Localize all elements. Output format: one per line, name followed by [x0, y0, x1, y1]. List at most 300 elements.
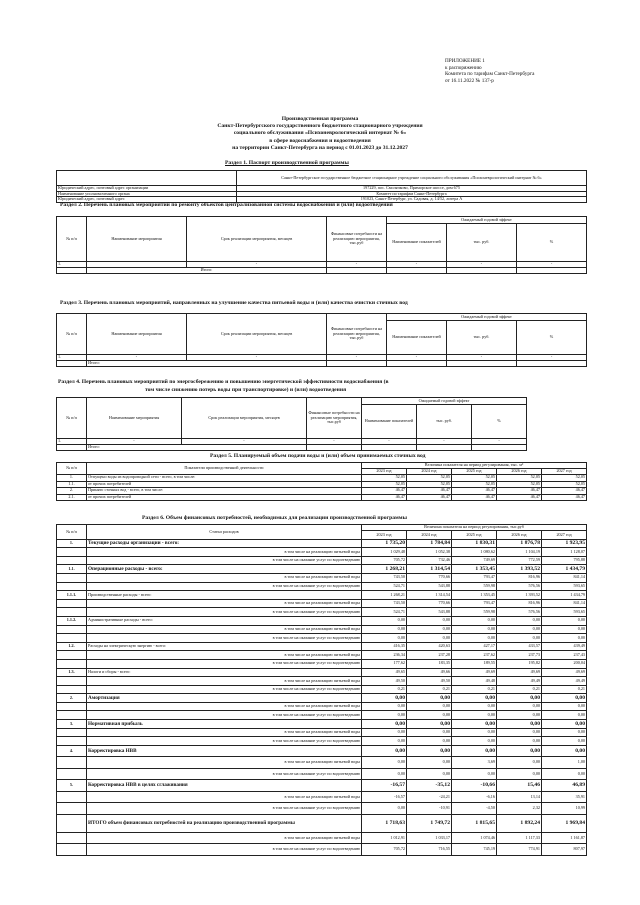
s6-row-value: 749,69 [452, 556, 497, 565]
s5-row-value: 52,05 [497, 481, 542, 488]
s6-h-group: Величина показателя на период регулирования, тыс.руб [362, 525, 587, 531]
s6-row-name: в том числе на оказание услуг по водоотведению [87, 582, 362, 591]
s6-row-value: 770,66 [407, 573, 452, 582]
s5-row-value: 52,05 [542, 475, 587, 482]
table-row [57, 651, 587, 660]
s3-r-rub: - [447, 355, 517, 361]
s6-row-value: 10,99 [542, 803, 587, 815]
s6-row-value: 1 815,65 [452, 814, 497, 832]
s6-row-value: 793,47 [452, 599, 497, 608]
s5-year: 2024 год [407, 469, 452, 475]
s4-r-name: - [87, 439, 182, 445]
s3-r-indicator: - [387, 355, 447, 361]
s6-row-value: 183,35 [407, 659, 452, 668]
s6-row-value: 0,00 [497, 616, 542, 625]
title-line-1: Производственная программа [281, 116, 359, 122]
s6-row-value: 0,00 [452, 702, 497, 711]
s6-year: 2026 год [497, 531, 542, 540]
s6-row-value: 1 434,79 [542, 591, 587, 600]
s5-row-value: 52,05 [452, 481, 497, 488]
s6-row-value: 420,63 [407, 642, 452, 651]
s3-r-finance: - [327, 355, 387, 361]
s6-row-name: в том числе на реализацию питьевой воды [87, 757, 362, 769]
s6-row-value: 237,28 [407, 651, 452, 660]
s6-row-value: 524,71 [362, 608, 407, 617]
s2-r-period: - [187, 262, 327, 268]
total-row [57, 814, 587, 832]
s2-h-period: Срок реализации мероприятия, месяцев [187, 217, 327, 262]
s6-row-value: 49,69 [497, 668, 542, 677]
s6-row-value: 0,00 [407, 720, 452, 729]
s6-row-value: 1 080,62 [452, 548, 497, 557]
s6-row-value: 189,55 [452, 659, 497, 668]
s6-row-value: 439,49 [542, 642, 587, 651]
section4-title-line-1: Раздел 4. Перечень плановых мероприятий по энергосбережению и повышению энергетической эффективности водоснабжения (в [58, 379, 389, 385]
s6-row-num: 1.2. [57, 642, 87, 651]
s6-row-value: 0,21 [542, 685, 587, 694]
s6-row-value: 559,98 [452, 608, 497, 617]
s6-row-name: Амортизация [87, 694, 362, 703]
s6-row-value: -4,50 [452, 803, 497, 815]
section4-title-line-2: том числе снижению потерь воды при транспортировке) и (или) водоотведения [145, 387, 347, 393]
s3-h-finance: Финансовые потребности на реализацию мероприятия, тыс.руб [327, 314, 387, 355]
table-row [57, 494, 587, 501]
program-title [120, 116, 520, 152]
s5-row-num: 2.1. [57, 494, 87, 501]
s6-row-num: 4. [57, 745, 87, 757]
s6-row-value: 1 749,72 [407, 814, 452, 832]
s6-row-value: 13,14 [497, 791, 542, 803]
section6-title: Раздел 6. Объем финансовых потребностей, необходимых для реализации производственной программы [142, 515, 407, 521]
s1-value: 191023, Санкт-Петербург, ул. Садовая, д. 14/52, литера А [237, 197, 587, 203]
table-row [57, 832, 587, 844]
table-row [57, 745, 587, 757]
s6-row-value: 49,69 [452, 668, 497, 677]
s6-row-value: 0,00 [407, 634, 452, 643]
s6-row-name: в том числе на реализацию питьевой воды [87, 573, 362, 582]
s3-h-effect: Ожидаемый годовой эффект [387, 314, 587, 321]
s6-row-value: 195,82 [497, 659, 542, 668]
s2-h-num: № п/п [57, 217, 87, 262]
s6-row-value: 0,00 [452, 745, 497, 757]
s6-row-value: 593,65 [542, 582, 587, 591]
s2-h-rub: тыс. руб. [447, 224, 517, 262]
s5-row-num: 1.1. [57, 481, 87, 488]
s3-h-rub: тыс. руб. [447, 321, 517, 355]
s6-row-value: 1 353,45 [452, 565, 497, 574]
section1-title: Раздел 1. Паспорт производственной программы [225, 160, 349, 166]
table-row [57, 791, 587, 803]
s6-row-value: -6,16 [452, 791, 497, 803]
s6-row-num: 1.1. [57, 565, 87, 574]
s6-row-value: -10,66 [452, 780, 497, 792]
appendix-line-2: к распоряжению [445, 64, 482, 71]
s6-row-num [57, 768, 87, 780]
s6-row-num [57, 803, 87, 815]
s5-year: 2026 год [497, 469, 542, 475]
s6-row-value: 0,21 [362, 685, 407, 694]
s6-row-value: 705,72 [362, 844, 407, 856]
section2-title: Раздел 2. Перечень плановых мероприятий по ремонту объектов централизованной системы водоснабжения и (или) водоотведения [60, 202, 393, 208]
s6-row-num [57, 737, 87, 746]
s2-r-num: 1. [57, 262, 87, 268]
s6-row-value: 1 029,48 [362, 548, 407, 557]
s6-row-value: 0,21 [452, 685, 497, 694]
table-row [57, 599, 587, 608]
s6-row-value: 0,00 [452, 694, 497, 703]
s6-row-value: 0,00 [497, 757, 542, 769]
s3-total-cell [327, 361, 387, 367]
table-row [57, 757, 587, 769]
s6-row-value: 593,65 [542, 608, 587, 617]
s6-row-num [57, 677, 87, 686]
s4-r-rub: - [417, 439, 472, 445]
s6-row-value: 795,88 [542, 556, 587, 565]
s6-row-num: 1.3. [57, 668, 87, 677]
s6-row-value: 0,00 [542, 711, 587, 720]
s6-row-value: 0,00 [542, 625, 587, 634]
s6-row-value: 0,00 [407, 768, 452, 780]
s4-total-num [57, 445, 87, 451]
s3-total-cell [447, 361, 517, 367]
s6-row-value: 1 735,20 [362, 539, 407, 548]
s6-row-value: 743,50 [362, 573, 407, 582]
s3-total-num [57, 361, 87, 367]
s6-row-name: Расходы на электрическую энергию - всего: [87, 642, 362, 651]
s6-row-num [57, 832, 87, 844]
s6-row-value: 0,00 [407, 625, 452, 634]
table-row [57, 642, 587, 651]
s6-row-value: 0,00 [542, 768, 587, 780]
s5-row-value: 52,05 [407, 475, 452, 482]
s6-row-value: 15,46 [497, 780, 542, 792]
s6-row-value: 0,00 [407, 694, 452, 703]
s3-r-period: - [187, 355, 327, 361]
s6-row-name: в том числе на реализацию питьевой воды [87, 677, 362, 686]
s6-row-value: 1 268,21 [362, 591, 407, 600]
s6-row-name: в том числе на оказание услуг по водоотведению [87, 659, 362, 668]
s6-row-value: 49,49 [542, 677, 587, 686]
s6-row-value: 745,19 [452, 844, 497, 856]
s6-row-value: 807,97 [542, 844, 587, 856]
s6-row-value: 0,00 [362, 803, 407, 815]
s3-h-num: № п/п [57, 314, 87, 355]
section2-table [56, 216, 587, 274]
section1-table [56, 170, 587, 203]
s5-row-value: 52,05 [362, 475, 407, 482]
s3-h-pct: % [517, 321, 587, 355]
table-row [57, 768, 587, 780]
s6-row-value: 0,00 [497, 625, 542, 634]
s5-row-value: 52,05 [407, 481, 452, 488]
s3-h-name: Наименование мероприятия [87, 314, 187, 355]
s3-r-name: - [87, 355, 187, 361]
s6-row-value: 0,00 [542, 745, 587, 757]
s5-row-num: 2. [57, 488, 87, 495]
s6-row-num: 1.1.1. [57, 591, 87, 600]
s2-total-cell [517, 268, 587, 274]
s5-row-value: 52,05 [542, 481, 587, 488]
s6-row-value: -10,91 [407, 803, 452, 815]
s5-row-name: Принято сточных вод - всего, в том числе: [87, 488, 362, 495]
s2-h-indicator: Наименование показателей [387, 224, 447, 262]
s4-h-pct: % [472, 405, 527, 439]
s6-row-name: в том числе на реализацию питьевой воды [87, 791, 362, 803]
s5-h-name: Показатели производственной деятельности [87, 463, 362, 475]
s6-row-value: 427,17 [452, 642, 497, 651]
s6-row-value: 1 117,33 [497, 832, 542, 844]
s5-h-group: Величина показателя на период регулирования, тыс. м³ [362, 463, 587, 469]
s6-row-value: 433,57 [497, 642, 542, 651]
s6-row-value: 0,00 [452, 728, 497, 737]
table-row [57, 694, 587, 703]
table-row [57, 582, 587, 591]
table-row [57, 668, 587, 677]
s6-row-value: 841,14 [542, 573, 587, 582]
s6-row-name: в том числе на реализацию питьевой воды [87, 625, 362, 634]
s5-row-value: 46,47 [407, 494, 452, 501]
s5-row-name: от прочих потребителей [87, 494, 362, 501]
s4-total-cell [472, 445, 527, 451]
s6-row-num: 3. [57, 720, 87, 729]
s6-row-value: 1 969,84 [542, 814, 587, 832]
s6-row-name: в том числе на реализацию питьевой воды [87, 651, 362, 660]
s6-row-name: Нормативная прибыль [87, 720, 362, 729]
title-line-3: социального обслуживания «Психоневрологический интернат № 6» [233, 130, 407, 137]
s6-row-num: 1. [57, 539, 87, 548]
s5-row-value: 46,47 [497, 494, 542, 501]
table-row [57, 171, 587, 186]
title-line-2: Санкт-Петербургского государственного бюджетного стационарного учреждения [217, 123, 423, 130]
s6-row-num [57, 556, 87, 565]
table-row [57, 591, 587, 600]
s6-row-value: 236,34 [362, 651, 407, 660]
s6-row-value: 49,69 [542, 668, 587, 677]
s6-row-value: 49,50 [362, 677, 407, 686]
s6-row-num [57, 791, 87, 803]
s6-row-name: в том числе на реализацию питьевой воды [87, 599, 362, 608]
s6-row-value: 0,00 [362, 728, 407, 737]
s4-h-effect: Ожидаемый годовой эффект [362, 398, 527, 405]
s6-h-name: Статьи расходов [87, 525, 362, 540]
s6-row-name: Операционные расходы - всего: [87, 565, 362, 574]
table-row [57, 445, 527, 451]
s6-row-value: 0,00 [362, 694, 407, 703]
s4-r-num: 1. [57, 439, 87, 445]
s3-h-indicator: Наименование показателей [387, 321, 447, 355]
s6-row-name: Корректировка НВВ [87, 745, 362, 757]
table-row [57, 625, 587, 634]
s6-row-value: 1 161,87 [542, 832, 587, 844]
s6-row-value: 1,00 [542, 757, 587, 769]
s6-row-num: 2. [57, 694, 87, 703]
s6-row-name: в том числе на оказание услуг по водоотведению [87, 634, 362, 643]
s6-row-value: 0,00 [407, 737, 452, 746]
s5-row-value: 46,47 [542, 488, 587, 495]
s2-total-cell [387, 268, 447, 274]
s6-row-name: ИТОГО объем финансовых потребностей на реализацию производственной программы [87, 814, 362, 832]
s6-row-value: 732,46 [407, 556, 452, 565]
s6-row-value: 3,69 [452, 757, 497, 769]
s6-row-value: 49,65 [362, 668, 407, 677]
s4-total-cell [362, 445, 417, 451]
s6-row-value: 49,49 [497, 677, 542, 686]
s6-row-name: Корректировка НВВ в целях сглаживания [87, 780, 362, 792]
s6-row-value: 0,00 [542, 728, 587, 737]
s6-row-value: 0,00 [452, 634, 497, 643]
section3-title: Раздел 3. Перечень плановых мероприятий, направленных на улучшение качества питьевой воды и (или) качества очистки сточных вод [60, 300, 408, 306]
s6-row-value: 0,00 [497, 728, 542, 737]
s6-row-value: 49,50 [407, 677, 452, 686]
s6-row-value: 46,89 [542, 780, 587, 792]
s6-row-name: Производственные расходы - всего: [87, 591, 362, 600]
s6-row-value: 0,00 [407, 757, 452, 769]
s5-h-num: № п/п [57, 463, 87, 475]
s6-row-value: 0,00 [497, 702, 542, 711]
s4-h-name: Наименование мероприятия [87, 398, 182, 439]
table-row [57, 844, 587, 856]
s2-h-finance: Финансовые потребности на реализацию мероприятия, тыс.руб [327, 217, 387, 262]
s6-row-name: в том числе на реализацию питьевой воды [87, 728, 362, 737]
s2-total-cell [327, 268, 387, 274]
s6-row-value: 416,35 [362, 642, 407, 651]
s6-row-value: -16,57 [362, 791, 407, 803]
s6-row-value: 2,32 [497, 803, 542, 815]
s6-row-value: 0,00 [452, 625, 497, 634]
s6-row-num [57, 702, 87, 711]
s6-row-value: 1 033,17 [407, 832, 452, 844]
s6-row-value: 0,00 [452, 616, 497, 625]
table-row [57, 361, 587, 367]
s5-row-value: 46,47 [362, 494, 407, 501]
s2-total-cell [447, 268, 517, 274]
table-row [57, 565, 587, 574]
s3-total-label: Итого: [87, 361, 327, 367]
s6-row-value: 0,00 [362, 745, 407, 757]
s4-total-cell [307, 445, 362, 451]
s6-h-num: № п/п [57, 525, 87, 540]
table-row [57, 616, 587, 625]
s6-row-value: 177,62 [362, 659, 407, 668]
s6-row-name: в том числе на оказание услуг по водоотведению [87, 737, 362, 746]
s6-row-name: в том числе на оказание услуг по водоотведению [87, 556, 362, 565]
table-row [57, 634, 587, 643]
s6-row-value: 0,00 [362, 768, 407, 780]
table-row [57, 737, 587, 746]
s6-row-value: 559,98 [452, 582, 497, 591]
s6-row-value: 816,96 [497, 573, 542, 582]
s6-row-value: 774,91 [497, 844, 542, 856]
s6-row-value: 576,56 [497, 582, 542, 591]
section4-table [56, 397, 527, 451]
s6-row-name: Налоги и сборы - всего: [87, 668, 362, 677]
s6-row-num [57, 711, 87, 720]
s6-row-value: 35,91 [542, 791, 587, 803]
s1-label: Юридический адрес, почтовый адрес [57, 197, 237, 203]
s2-r-indicator: - [387, 262, 447, 268]
s6-row-value: 0,00 [407, 728, 452, 737]
s6-row-value: 1 393,52 [497, 591, 542, 600]
s1-value: Комитет по тарифам Санкт-Петербурга [237, 191, 587, 197]
s6-row-value: 237,62 [452, 651, 497, 660]
s6-row-name: Текущие расходы организации - всего: [87, 539, 362, 548]
s6-row-value: 0,00 [407, 745, 452, 757]
s6-row-value: 1 314,54 [407, 565, 452, 574]
s6-row-value: 0,00 [497, 694, 542, 703]
s6-row-name: в том числе на оказание услуг по водоотведению [87, 685, 362, 694]
table-row [57, 608, 587, 617]
s6-row-name: Административные расходы - всего: [87, 616, 362, 625]
s6-row-num [57, 844, 87, 856]
s6-row-value: 743,50 [362, 599, 407, 608]
s3-r-pct: - [517, 355, 587, 361]
s6-row-name: в том числе на реализацию питьевой воды [87, 548, 362, 557]
s6-row-name: в том числе на оказание услуг по водоотведению [87, 803, 362, 815]
s6-row-value: 716,55 [407, 844, 452, 856]
s6-row-value: 1 128,07 [542, 548, 587, 557]
s6-row-num [57, 625, 87, 634]
s6-row-value: 816,96 [497, 599, 542, 608]
table-row [57, 780, 587, 792]
s6-row-value: 0,00 [362, 720, 407, 729]
s6-row-value: 1 830,31 [452, 539, 497, 548]
s5-row-name: от прочих потребителей [87, 481, 362, 488]
s6-row-value: 1 923,95 [542, 539, 587, 548]
s5-row-num: 1. [57, 475, 87, 482]
s6-row-value: 1 892,24 [497, 814, 542, 832]
s6-row-value: 237,73 [497, 651, 542, 660]
appendix-block [445, 58, 625, 84]
s6-row-value: 0,00 [362, 625, 407, 634]
s6-row-value: 237,43 [542, 651, 587, 660]
s6-row-value: 0,00 [542, 720, 587, 729]
s6-year: 2024 год [407, 531, 452, 540]
s6-row-value: 1 784,84 [407, 539, 452, 548]
s6-row-num [57, 634, 87, 643]
s6-row-name: в том числе на оказание услуг по водоотведению [87, 844, 362, 856]
s6-row-value: 1 353,45 [452, 591, 497, 600]
s6-row-num: 1.1.2. [57, 616, 87, 625]
s4-h-rub: тыс. руб. [417, 405, 472, 439]
s6-row-value: 0,00 [497, 768, 542, 780]
s5-row-value: 46,47 [362, 488, 407, 495]
title-line-4: в сфере водоснабжения и водоотведения [269, 137, 371, 144]
s1-label: Наименование уполномоченного органа [57, 191, 237, 197]
s2-h-effect: Ожидаемый годовой эффект [387, 217, 587, 224]
s6-row-name: в том числе на оказание услуг по водоотведению [87, 768, 362, 780]
s4-h-period: Срок реализации мероприятия, месяцев [182, 398, 307, 439]
s6-row-value: 524,71 [362, 582, 407, 591]
s6-row-value: 543,88 [407, 582, 452, 591]
s6-row-value: 0,00 [497, 737, 542, 746]
s6-row-value: 793,47 [452, 573, 497, 582]
s5-row-value: 52,05 [452, 475, 497, 482]
s6-row-value: 0,00 [362, 634, 407, 643]
s4-r-pct: - [472, 439, 527, 445]
table-row [57, 548, 587, 557]
table-row [57, 702, 587, 711]
s6-row-value: 0,00 [452, 711, 497, 720]
s6-row-value: 0,00 [542, 694, 587, 703]
s2-r-finance: - [327, 262, 387, 268]
s6-row-value: -35,12 [407, 780, 452, 792]
s2-total-label: Итого: [87, 268, 327, 274]
s4-r-period: - [182, 439, 307, 445]
s1-value: 197229, пос. Смолячково, Приморское шоссе, дом 675 [237, 186, 587, 192]
s6-row-num [57, 599, 87, 608]
s6-row-value: 0,00 [407, 616, 452, 625]
s6-row-num [57, 548, 87, 557]
